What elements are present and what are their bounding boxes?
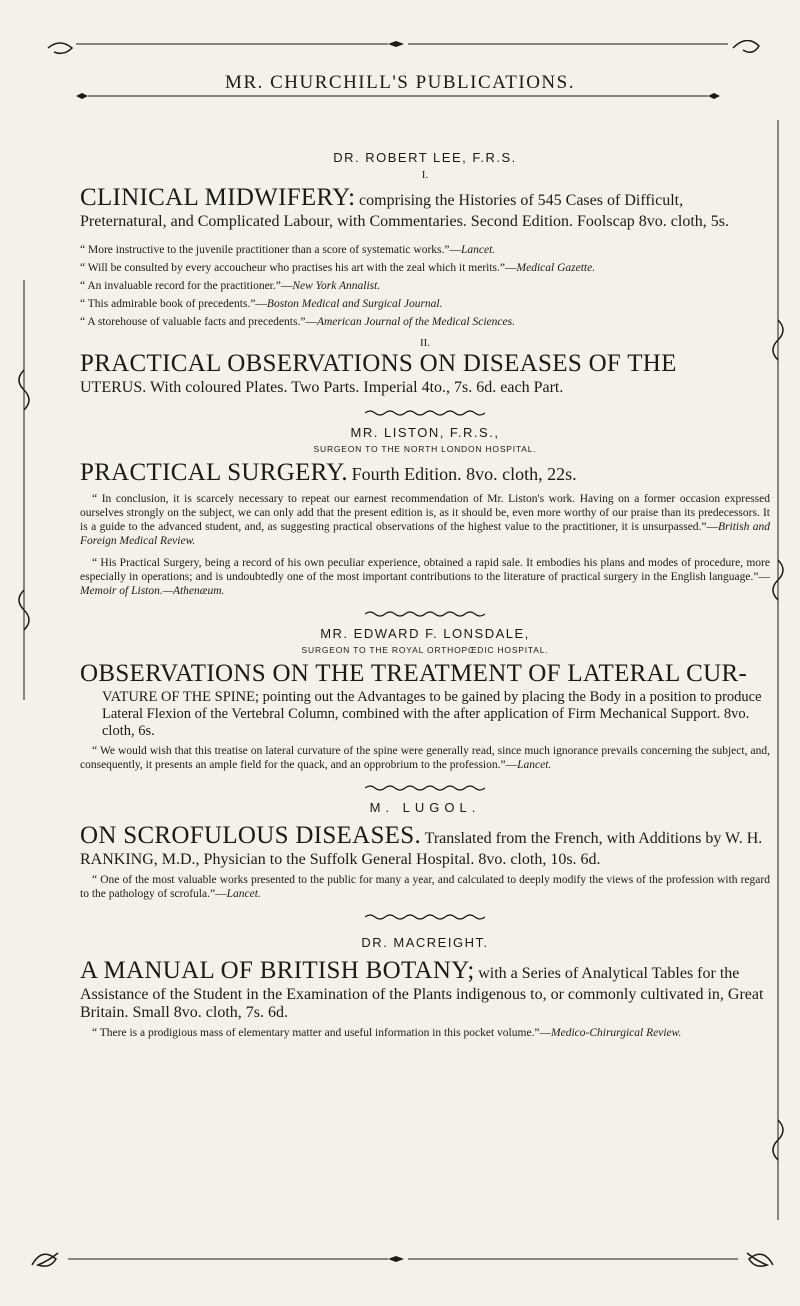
desc-practical-observations: UTERUS. With coloured Plates. Two Parts. Imperial 4to., 7s. 6d. each Part. (80, 379, 564, 396)
ornamental-rule-icon (28, 1235, 780, 1285)
review-item: “ More instructive to the juvenile practitioner than a score of systematic works.”—Lancet. (80, 244, 496, 256)
numeral-ii: II. (419, 337, 431, 349)
desc-practical-surgery: Fourth Edition. 8vo. cloth, 22s. (351, 464, 577, 484)
author-lugol: M. LUGOL. (369, 800, 481, 815)
desc-british-botany: with a Series of Analytical Tables for the Assistance of the Student in the Examination of the Plants indigenous to, or commonly cultivated in, Great Britain. Small 8vo. cloth, 7s. 6d. (80, 965, 764, 1021)
wavy-divider-icon (365, 610, 485, 618)
review-item: “ His Practical Surgery, being a record of his own peculiar experience, obtained a rapid sale. It embodies his plans and modes of procedure, more especially in operations; and is undoubtedly one of the most important contributions to the literature of practical surgery in the English language.”—Memoir of Liston.—Athenæum. (80, 557, 770, 597)
entry-practical-surgery (80, 458, 770, 488)
border-flourish-icon (10, 280, 38, 700)
entry-scrofulous-diseases (80, 821, 770, 869)
author-lee: DR. ROBERT LEE, F.R.S. (333, 150, 517, 165)
desc-clinical-midwifery: comprising the Histories of 545 Cases of Difficult, Preternatural, and Complicated Labour, with Commentaries. Second Edition. Foolscap 8vo. cloth, 5s. (80, 192, 730, 230)
desc-scrofulous-diseases: Translated from the French, with Additions by W. H. RANKING, M.D., Physician to the Suffolk General Hospital. 8vo. cloth, 10s. 6d. (80, 830, 763, 868)
wavy-divider-icon (365, 784, 485, 792)
numeral-i: I. (421, 169, 429, 181)
review-item: “ One of the most valuable works presented to the public for many a year, and calculated to deeply modify the views of the profession with regard to the pathology of scrofula.”—Lancet. (80, 874, 770, 900)
title-scrofulous-diseases: ON SCROFULOUS DISEASES. (80, 822, 421, 849)
entry-british-botany (80, 956, 770, 1022)
author-liston: MR. LISTON, F.R.S., (350, 425, 500, 440)
desc-lateral-curvature: VATURE OF THE SPINE; pointing out the Advantages to be gained by placing the Body in a position to produce Lateral Flexion of the Vertebral Column, combined with the after application of Firm Mechanical Support. 8vo. cloth, 6s. (102, 689, 762, 739)
review-item: “ There is a prodigious mass of elementary matter and useful information in this pocket volume.”—Medico-Chirurgical Review. (92, 1027, 682, 1039)
wavy-divider-icon (365, 913, 485, 921)
subtitle-liston: SURGEON TO THE NORTH LONDON HOSPITAL. (313, 444, 537, 454)
author-macreight: DR. MACREIGHT. (361, 935, 489, 950)
entry-practical-observations (80, 349, 770, 397)
running-title: MR. CHURCHILL'S PUBLICATIONS. (225, 72, 575, 93)
title-clinical-midwifery: CLINICAL MIDWIFERY: (80, 184, 356, 211)
subtitle-lonsdale: SURGEON TO THE ROYAL ORTHOPŒDIC HOSPITAL. (301, 645, 549, 655)
wavy-divider-icon (365, 409, 485, 417)
catalogue-content (80, 120, 770, 1040)
author-lonsdale: MR. EDWARD F. LONSDALE, (320, 626, 530, 641)
title-practical-observations: PRACTICAL OBSERVATIONS ON DISEASES OF THE (80, 350, 677, 377)
title-practical-surgery: PRACTICAL SURGERY. (80, 459, 348, 486)
review-item: “ Will be consulted by every accoucheur who practises his art with the zeal which it merits.”—Medical Gazette. (80, 262, 596, 274)
review-item: “ An invaluable record for the practitioner.”—New York Annalist. (80, 280, 381, 292)
review-item: “ We would wish that this treatise on lateral curvature of the spine were generally read, since much ignorance prevails concerning the subject, and, consequently, it presents an ample field for the quack, and an opprobrium to the profession.”—Lancet. (80, 745, 770, 771)
review-item: “ A storehouse of valuable facts and precedents.”—American Journal of the Medical Sciences. (80, 316, 515, 328)
review-item: “ In conclusion, it is scarcely necessary to repeat our earnest recommendation of Mr. Liston's work. Having on a former occasion expressed ourselves strongly on the subject, we can only add that the present edition is, as it should be, even more worthy of our praise than its predecessors. It is a guide to the advanced student, and, as suggesting practical observations of the highest value to the practitioner, it is unsurpassed.”—British and Foreign Medical Review. (80, 493, 771, 547)
title-lateral-curvature: OBSERVATIONS ON THE TREATMENT OF LATERAL CUR- (80, 660, 748, 687)
entry-clinical-midwifery (80, 183, 770, 231)
title-british-botany: A MANUAL OF BRITISH BOTANY; (80, 957, 475, 984)
review-item: “ This admirable book of precedents.”—Boston Medical and Surgical Journal. (80, 298, 443, 310)
